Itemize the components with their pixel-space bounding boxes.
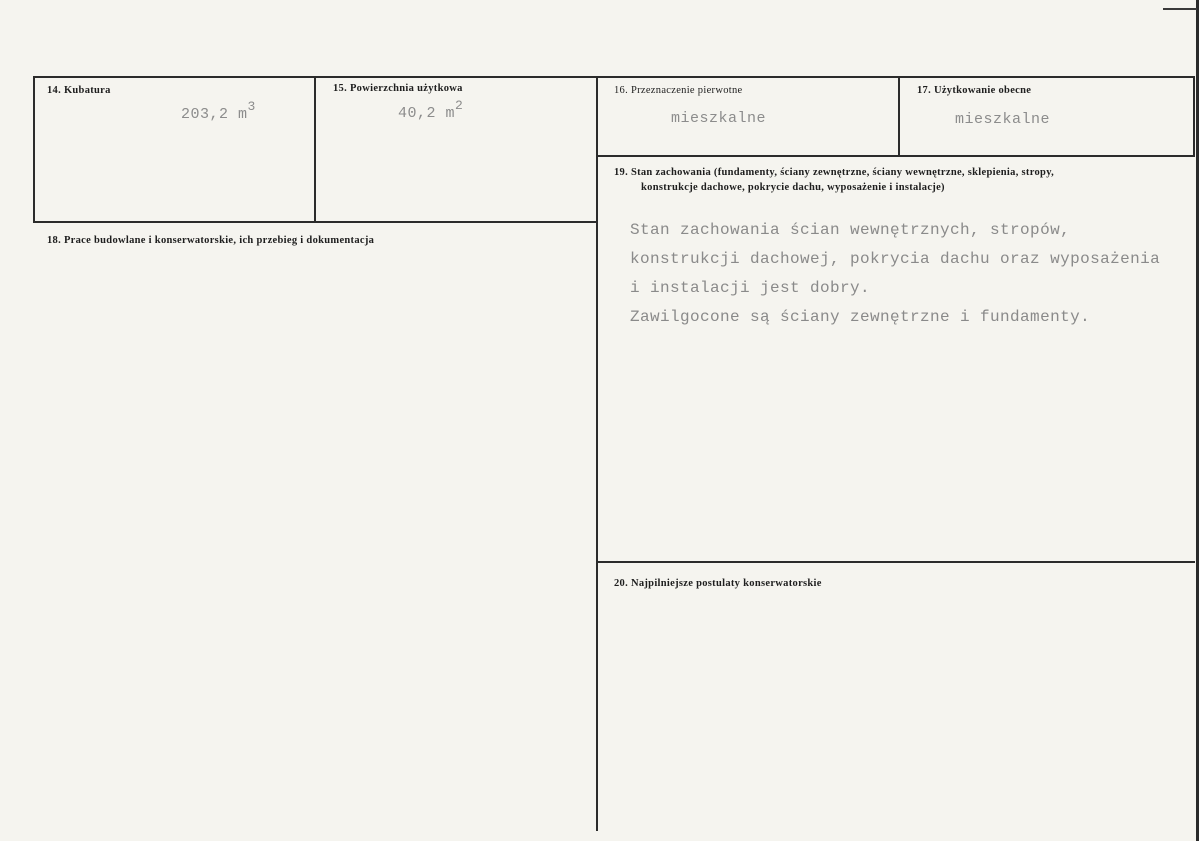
powierzchnia-number: 40,2 m xyxy=(398,105,456,122)
przeznaczenie-value: mieszkalne xyxy=(671,110,767,127)
uzytkowanie-value: mieszkalne xyxy=(955,111,1051,128)
stan-text-line: i instalacji jest dobry. xyxy=(630,279,871,297)
stan-label-line1: 19. Stan zachowania (fundamenty, ściany zewnętrzne, ściany wewnętrzne, sklepienia, stropy, xyxy=(614,167,1055,178)
divider-15-16 xyxy=(596,76,598,831)
powierzchnia-exponent: 2 xyxy=(455,98,464,113)
stan-typed-text xyxy=(630,216,1160,332)
divider-row19-20 xyxy=(597,561,1195,563)
powierzchnia-label: 15. Powierzchnia użytkowa xyxy=(333,83,463,94)
left-border xyxy=(33,76,35,223)
kubatura-exponent: 3 xyxy=(247,99,256,114)
kubatura-number: 203,2 m xyxy=(181,106,248,123)
postulaty-label: 20. Najpilniejsze postulaty konserwatorskie xyxy=(614,578,822,589)
divider-row14-18 xyxy=(33,221,598,223)
uzytkowanie-label: 17. Użytkowanie obecne xyxy=(917,85,1032,96)
stan-label-line2: konstrukcje dachowe, pokrycie dachu, wyposażenie i instalacje) xyxy=(641,182,945,193)
top-border xyxy=(33,76,1195,78)
divider-16-17 xyxy=(898,76,900,156)
przeznaczenie-label: 16. Przeznaczenie pierwotne xyxy=(614,85,743,96)
stan-text-line: Zawilgocone są ściany zewnętrzne i fundamenty. xyxy=(630,308,1091,326)
stan-text-line: konstrukcji dachowej, pokrycia dachu oraz wyposażenia xyxy=(630,250,1161,268)
kubatura-label: 14. Kubatura xyxy=(47,85,111,96)
divider-14-15 xyxy=(314,76,316,223)
divider-row16-19 xyxy=(597,155,1195,157)
powierzchnia-value xyxy=(398,100,463,122)
corner-mark xyxy=(1163,8,1197,10)
kubatura-value xyxy=(181,101,256,123)
stan-text-line: Stan zachowania ścian wewnętrznych, stropów, xyxy=(630,221,1071,239)
prace-label: 18. Prace budowlane i konserwatorskie, ich przebieg i dokumentacja xyxy=(47,235,375,246)
right-border-top xyxy=(1193,76,1195,156)
